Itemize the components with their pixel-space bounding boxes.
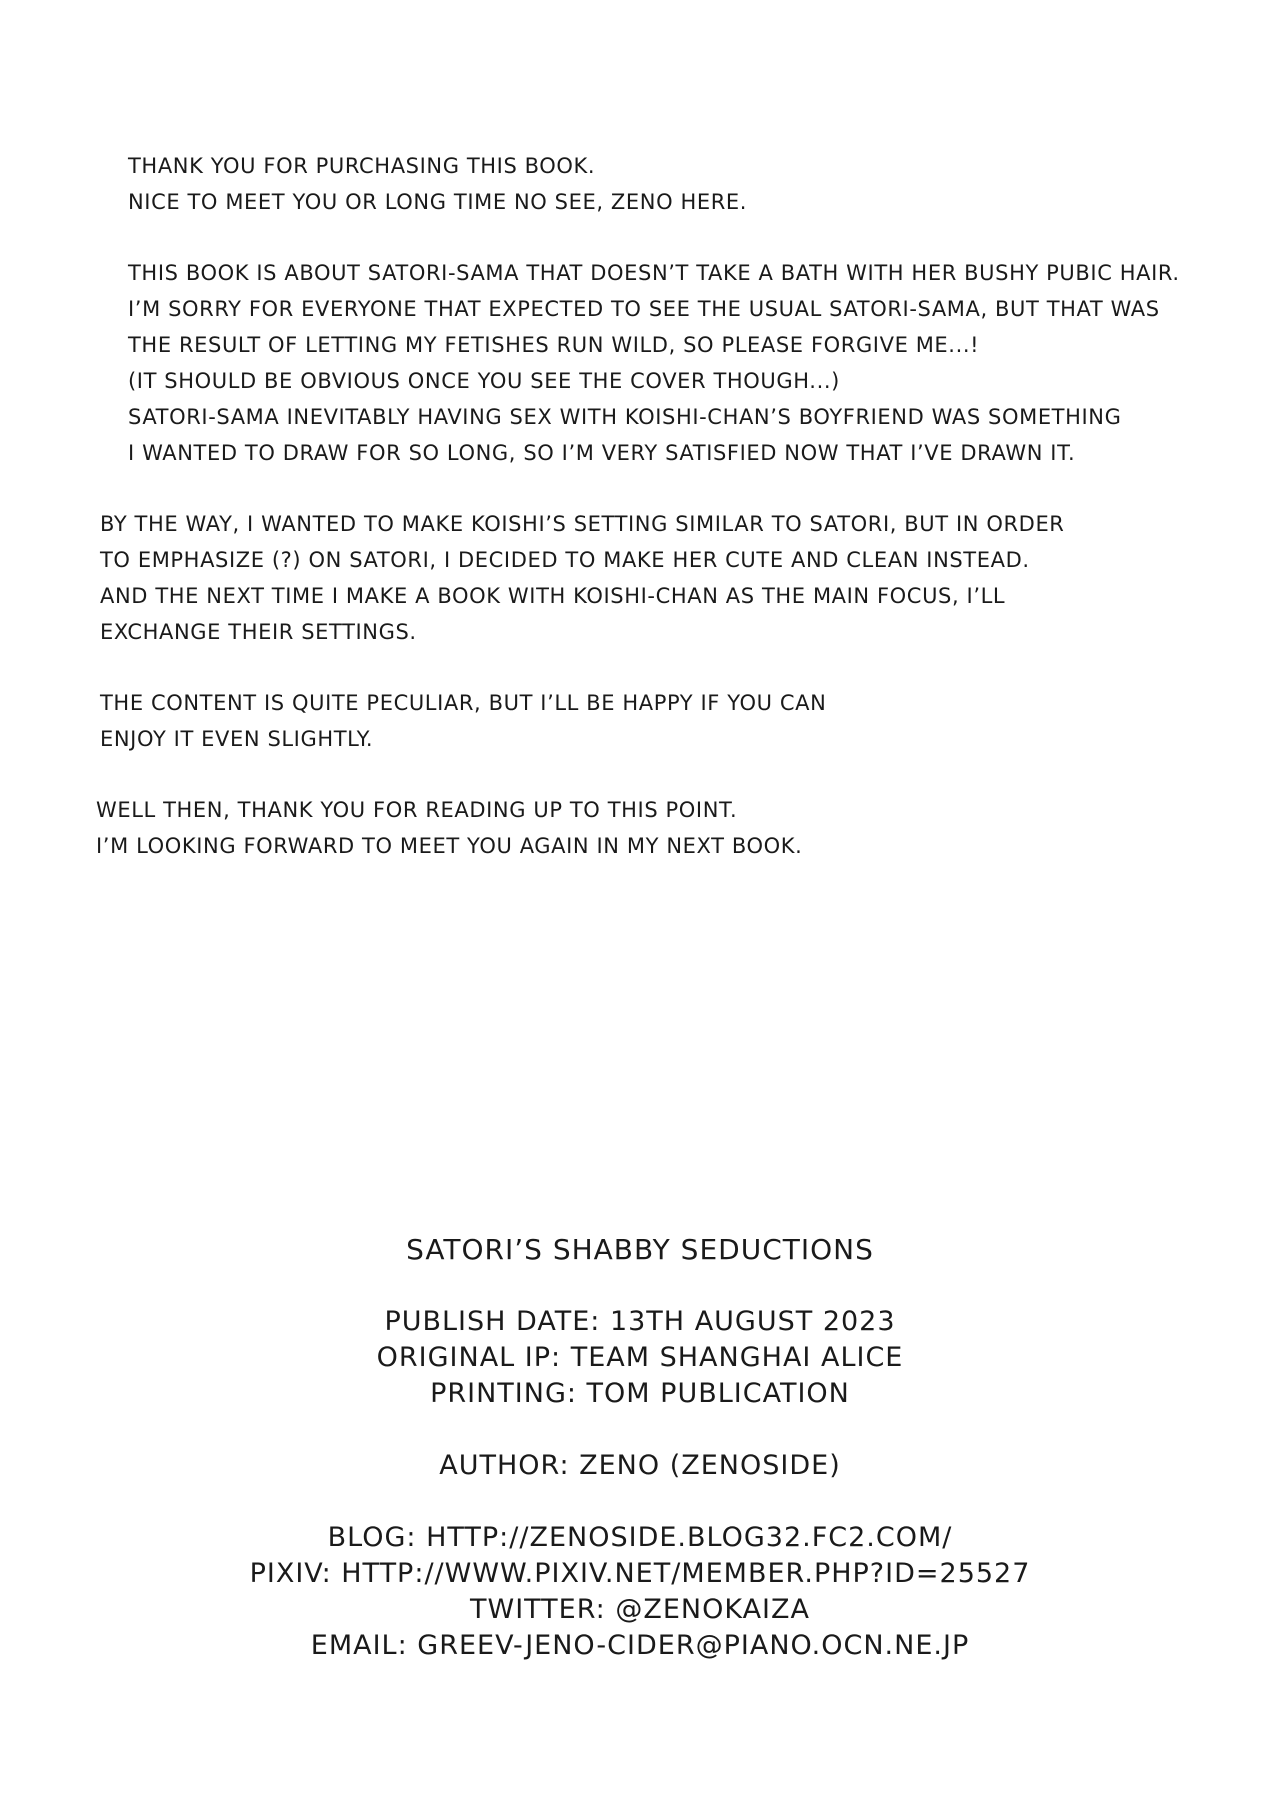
text-line: BY THE WAY, I WANTED TO MAKE KOISHI’S SETTING SIMILAR TO SATORI, BUT IN ORDER (100, 512, 1065, 536)
text-line: SATORI-SAMA INEVITABLY HAVING SEX WITH KOISHI-CHAN’S BOYFRIEND WAS SOMETHING (128, 405, 1122, 429)
colophon-title-block (0, 1232, 1280, 1268)
text-line: I’M LOOKING FORWARD TO MEET YOU AGAIN IN MY NEXT BOOK. (96, 834, 803, 858)
text-line: NICE TO MEET YOU OR LONG TIME NO SEE, ZENO HERE. (128, 190, 748, 214)
printing: PRINTING: TOM PUBLICATION (430, 1378, 850, 1409)
twitter-handle: TWITTER: @ZENOKAIZA (470, 1594, 810, 1625)
blog-link: BLOG: HTTP://ZENOSIDE.BLOG32.FC2.COM/ (327, 1522, 953, 1553)
text-line: THE RESULT OF LETTING MY FETISHES RUN WILD, SO PLEASE FORGIVE ME...! (128, 333, 980, 357)
text-line: ENJOY IT EVEN SLIGHTLY. (100, 727, 374, 751)
text-line: THE CONTENT IS QUITE PECULIAR, BUT I’LL BE HAPPY IF YOU CAN (100, 691, 827, 715)
text-line: EXCHANGE THEIR SETTINGS. (100, 620, 417, 644)
afterword-paragraph-about (128, 255, 1188, 471)
afterword-paragraph-content (100, 685, 1188, 757)
text-line: AND THE NEXT TIME I MAKE A BOOK WITH KOISHI-CHAN AS THE MAIN FOCUS, I’LL (100, 584, 1006, 608)
text-line: WELL THEN, THANK YOU FOR READING UP TO THIS POINT. (96, 798, 738, 822)
text-line: I WANTED TO DRAW FOR SO LONG, SO I’M VERY SATISFIED NOW THAT I’VE DRAWN IT. (128, 441, 1076, 465)
email-address: EMAIL: GREEV-JENO-CIDER@PIANO.OCN.NE.JP (310, 1630, 970, 1661)
afterword-paragraph-closing (96, 792, 1188, 864)
afterword-paragraph-koishi (100, 506, 1188, 650)
text-line: THANK YOU FOR PURCHASING THIS BOOK. (128, 154, 596, 178)
text-line: I’M SORRY FOR EVERYONE THAT EXPECTED TO SEE THE USUAL SATORI-SAMA, BUT THAT WAS (128, 297, 1160, 321)
author: AUTHOR: ZENO (ZENOSIDE) (439, 1450, 841, 1481)
publish-date: PUBLISH DATE: 13TH AUGUST 2023 (384, 1306, 896, 1337)
original-ip: ORIGINAL IP: TEAM SHANGHAI ALICE (376, 1342, 904, 1373)
text-line: (IT SHOULD BE OBVIOUS ONCE YOU SEE THE COVER THOUGH...) (128, 369, 840, 393)
colophon-contact-block (0, 1520, 1280, 1664)
afterword (96, 148, 1188, 899)
pixiv-link: PIXIV: HTTP://WWW.PIXIV.NET/MEMBER.PHP?ID=25527 (249, 1558, 1031, 1589)
text-line: THIS BOOK IS ABOUT SATORI-SAMA THAT DOESN’T TAKE A BATH WITH HER BUSHY PUBIC HAIR. (128, 261, 1180, 285)
afterword-paragraph-greeting (128, 148, 1188, 220)
book-title: SATORI’S SHABBY SEDUCTIONS (406, 1233, 874, 1266)
colophon-publication-block (0, 1304, 1280, 1412)
colophon-author-block (0, 1448, 1280, 1484)
text-line: TO EMPHASIZE (?) ON SATORI, I DECIDED TO MAKE HER CUTE AND CLEAN INSTEAD. (100, 548, 1030, 572)
colophon (0, 1232, 1280, 1700)
